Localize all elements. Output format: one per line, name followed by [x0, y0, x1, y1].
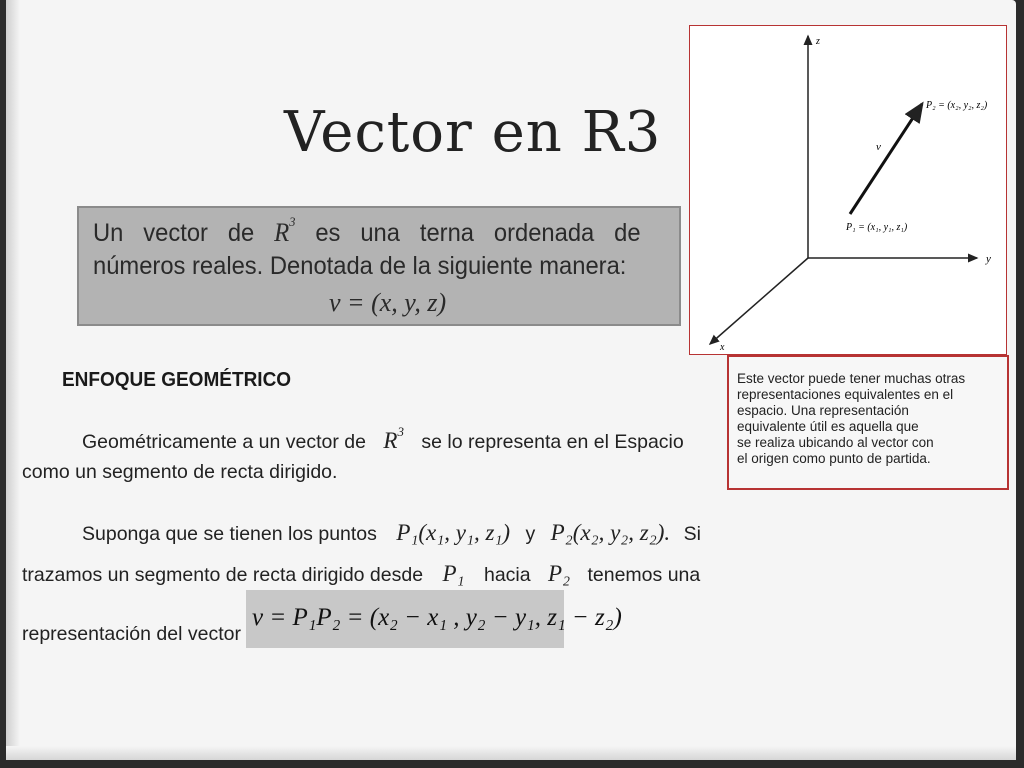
note-line: equivalente útil es aquella que [737, 419, 919, 434]
definition-formula: v = (x, y, z) [329, 288, 447, 317]
paragraph-1-line-2: como un segmento de recta dirigido. [22, 461, 338, 483]
definition-text-b: es una terna ordenada de [315, 219, 641, 247]
vector-label: v [876, 141, 881, 153]
note-line: el origen como punto de partida. [737, 451, 931, 466]
note-box [727, 355, 1009, 490]
paragraph-2-line-3: representación del vector [22, 623, 241, 645]
axis-y-label: y [986, 253, 991, 265]
note-line: espacio. Una representación [737, 403, 909, 418]
formula-box [246, 590, 622, 648]
slide-title: Vector en R3 [284, 100, 662, 165]
vector-diagram [689, 25, 1007, 355]
note-line: representaciones equivalentes en el [737, 387, 954, 402]
paragraph-2-line-1: Suponga que se tienen los puntos P₁(x₁, y₁, z₁) y P₂(x₂, y₂, z₂). Si [82, 520, 701, 545]
paragraph-1-line-1: Geométricamente a un vector de $R^3$ se lo representa en el Espacio [82, 424, 684, 453]
axis-z-label: z [816, 36, 820, 47]
paragraph-2-line-2: trazamos un segmento de recta dirigido desde P₁ hacia P₂ tenemos una [22, 561, 701, 586]
diagram-svg [690, 26, 1006, 354]
note-line: se realiza ubicando al vector con [737, 435, 934, 450]
slide-bottom-shadow [6, 746, 1016, 760]
r3-symbol: $R^3$ [274, 214, 296, 247]
vector-arrow [850, 104, 922, 214]
definition-line-1 [93, 214, 663, 248]
definition-line-2: números reales. Denotada de la siguiente manera: [93, 252, 627, 280]
definition-text-a: Un vector de [93, 219, 255, 247]
p2-label: P₂ = (x₂, y₂, z₂) [926, 100, 988, 111]
section-heading: ENFOQUE GEOMÉTRICO [62, 369, 292, 391]
axis-x-label: x [720, 342, 725, 353]
definition-box [77, 206, 681, 326]
note-line: Este vector puede tener muchas otras [737, 371, 966, 386]
slide-edge-shadow [6, 0, 20, 760]
x-axis [710, 258, 808, 344]
vector-formula: v = P₁P₂ = (x₂ − x₁ , y₂ − y₁, z₁ − z₂) [252, 604, 622, 631]
p1-label: P₁ = (x₁, y₁, z₁) [846, 222, 908, 233]
